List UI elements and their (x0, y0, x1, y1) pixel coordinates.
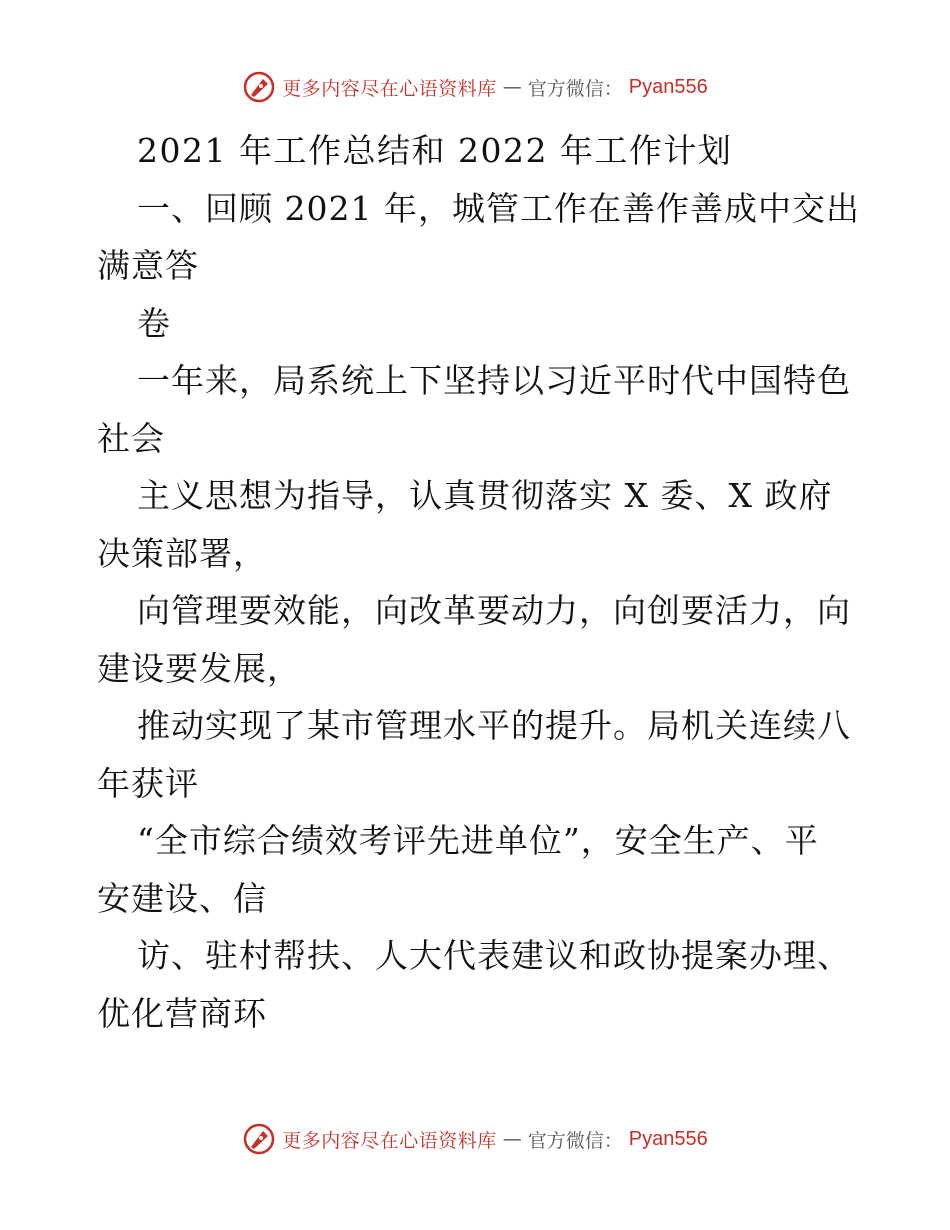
pen-nib-logo-icon (242, 70, 276, 104)
document-line: 一年来，局系统上下坚持以习近平时代中国特色 (137, 361, 851, 400)
document-title: 2021 年工作总结和 2022 年工作计划 (137, 131, 733, 170)
document-line: “全市综合绩效考评先进单位”，安全生产、平 (137, 821, 819, 860)
document-line: 建设要发展， (97, 648, 301, 688)
document-line: 向管理要效能，向改革要动力，向创要活力，向 (137, 591, 851, 630)
watermark-site-text: 更多内容尽在心语资料库 (282, 1129, 497, 1152)
watermark-header (0, 70, 950, 104)
document-line: 卷 (137, 303, 171, 343)
watermark-dash: — (502, 1128, 522, 1150)
watermark-footer (0, 1122, 950, 1156)
document-line: 主义思想为指导，认真贯彻落实 X 委、X 政府 (137, 476, 833, 515)
watermark-wechat-label: 官方微信： (527, 77, 623, 100)
document-line: 满意答 (97, 246, 199, 285)
watermark-dash: — (502, 76, 522, 98)
watermark-wechat-id: Pyan556 (628, 1127, 708, 1150)
document-line: 安建设、信 (97, 878, 267, 918)
document-line: 年获评 (97, 763, 199, 803)
document-line: 一、回顾 2021 年，城管工作在善作善成中交出 (137, 188, 860, 228)
document-body (97, 122, 860, 1042)
document-line: 决策部署， (97, 533, 267, 573)
document-line: 访、驻村帮扶、人大代表建议和政协提案办理、 (137, 936, 851, 975)
document-line: 优化营商环 (97, 993, 267, 1033)
document-line: 推动实现了某市管理水平的提升。局机关连续八 (137, 706, 851, 745)
watermark-wechat-label: 官方微信： (527, 1129, 623, 1152)
document-line: 社会 (97, 418, 165, 458)
watermark-site-text: 更多内容尽在心语资料库 (282, 77, 497, 100)
watermark-wechat-id: Pyan556 (628, 75, 708, 98)
pen-nib-logo-icon (242, 1122, 276, 1156)
